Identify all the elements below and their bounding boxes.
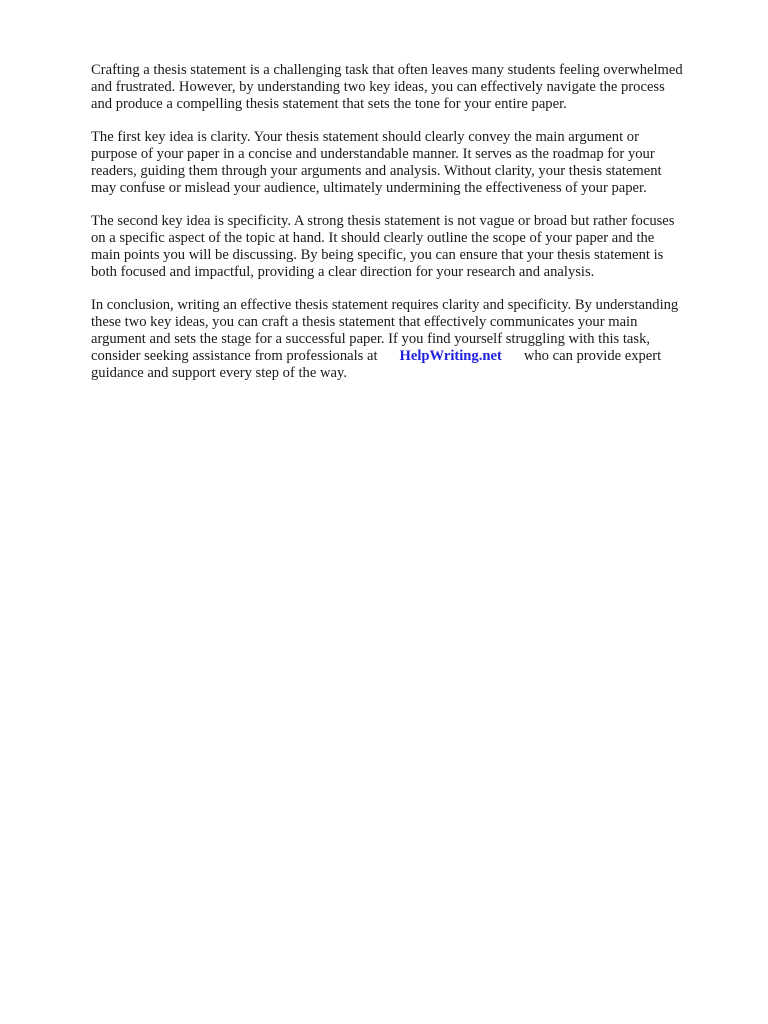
text-line: Crafting a thesis statement is a challenging task that often leaves many students feeling overwhelmed xyxy=(91,62,683,78)
text-line: main points you will be discussing. By being specific, you can ensure that your thesis statement is xyxy=(91,247,664,264)
text-line-with-link xyxy=(91,348,768,365)
text-line: guidance and support every step of the way. xyxy=(91,365,347,382)
paragraph-clarity xyxy=(91,129,768,197)
text-line: argument and sets the stage for a successful paper. If you find yourself struggling with this task, xyxy=(91,331,651,348)
text-line: on a specific aspect of the topic at hand. It should clearly outline the scope of your paper and the xyxy=(91,230,655,247)
text-line: The first key idea is clarity. Your thesis statement should clearly convey the main argument or xyxy=(91,129,639,145)
text-line: purpose of your paper in a concise and understandable manner. It serves as the roadmap for your xyxy=(91,146,655,163)
text-line: In conclusion, writing an effective thesis statement requires clarity and specificity. By understanding xyxy=(91,297,679,313)
text-line: both focused and impactful, providing a clear direction for your research and analysis. xyxy=(91,264,595,281)
helpwriting-link[interactable]: HelpWriting.net xyxy=(399,348,502,365)
paragraph-conclusion xyxy=(91,297,768,382)
text-fragment: consider seeking assistance from professionals at xyxy=(91,348,378,365)
text-line: readers, guiding them through your arguments and analysis. Without clarity, your thesis statement xyxy=(91,163,662,180)
text-line: may confuse or mislead your audience, ultimately undermining the effectiveness of your paper. xyxy=(91,180,647,197)
text-line: The second key idea is specificity. A strong thesis statement is not vague or broad but rather focuses xyxy=(91,213,675,229)
text-fragment: who can provide expert xyxy=(523,348,662,365)
paragraph-specificity xyxy=(91,213,768,281)
text-line: and frustrated. However, by understanding two key ideas, you can effectively navigate the process xyxy=(91,79,665,96)
text-line: these two key ideas, you can craft a thesis statement that effectively communicates your main xyxy=(91,314,638,331)
text-line: and produce a compelling thesis statement that sets the tone for your entire paper. xyxy=(91,96,567,113)
paragraph-intro xyxy=(91,62,768,113)
